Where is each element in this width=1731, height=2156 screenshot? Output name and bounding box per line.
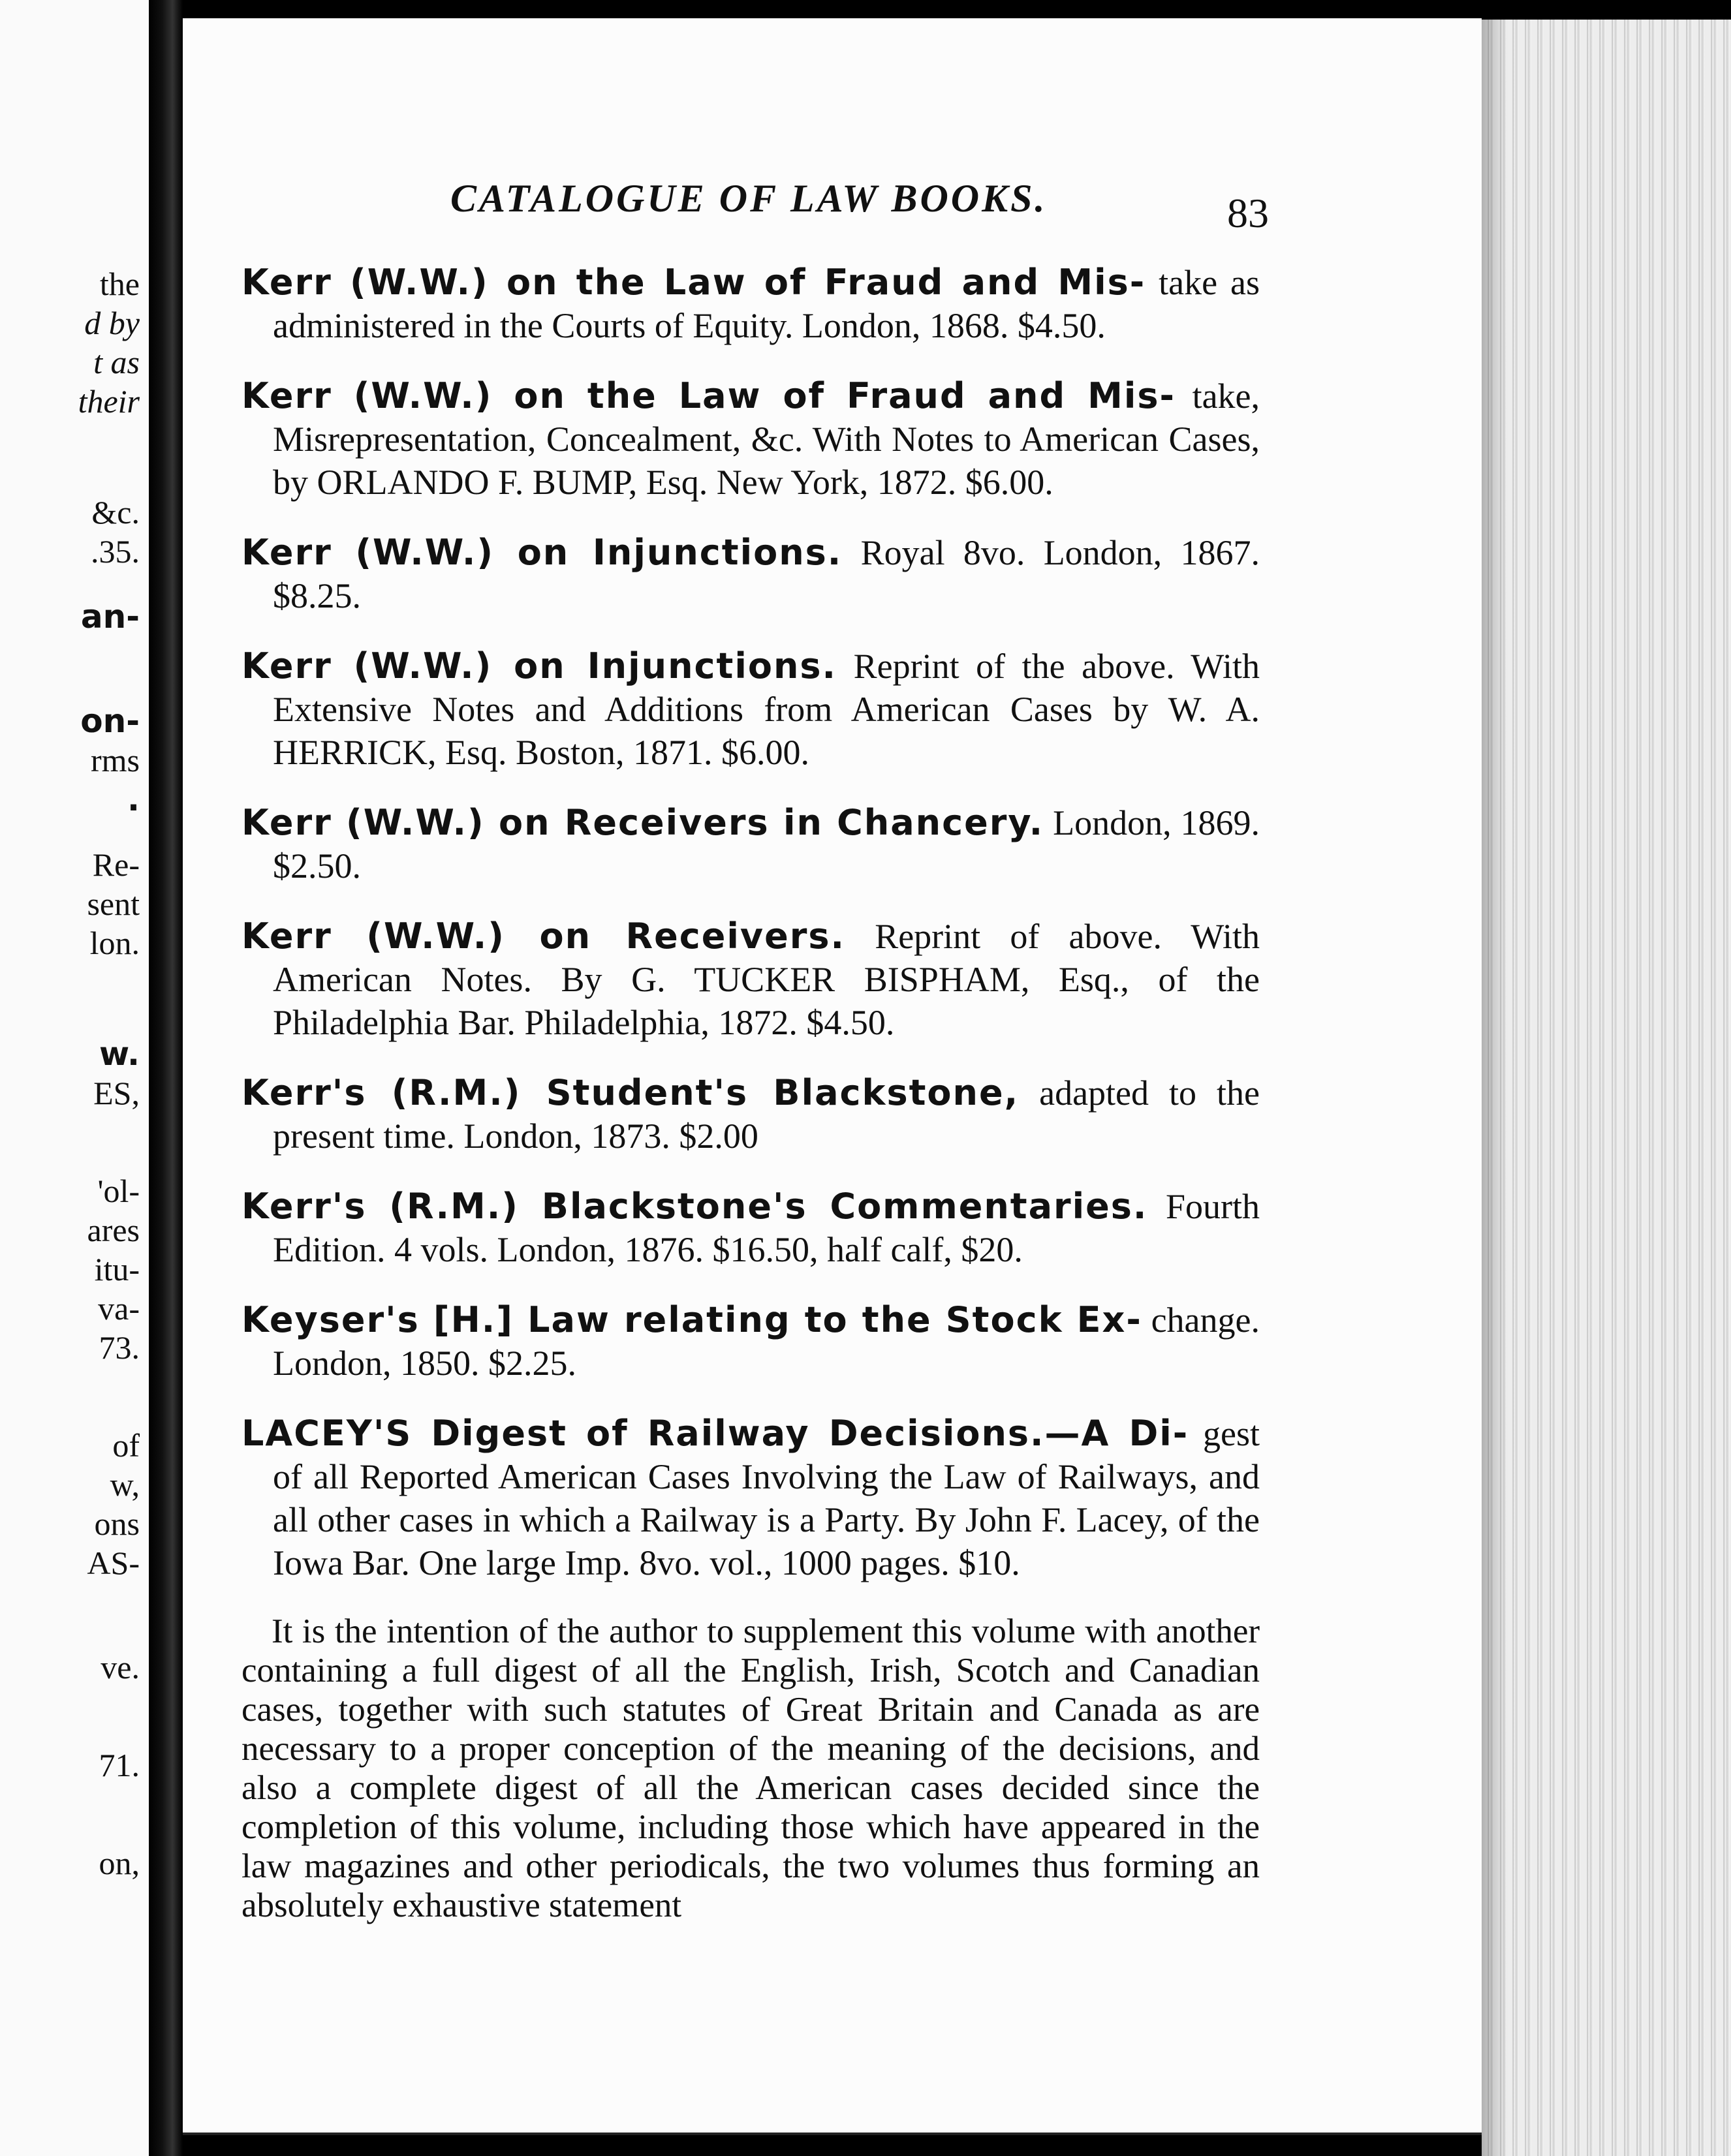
left-page-text-fragment: their bbox=[78, 383, 140, 420]
left-page-text-fragment: .35. bbox=[91, 533, 140, 570]
left-page-text-fragment: . bbox=[127, 780, 140, 818]
left-page-text-fragment: an- bbox=[80, 598, 140, 636]
left-page-text-fragment: ES, bbox=[93, 1075, 140, 1111]
catalogue-entry bbox=[242, 531, 1260, 617]
entry-title: Keyser's [H.] Law relating to the Stock Ex- bbox=[242, 1299, 1142, 1340]
left-page-text-fragment: itu- bbox=[94, 1251, 140, 1287]
left-page-text-fragment: ares bbox=[87, 1212, 140, 1248]
entry-title: Kerr's (R.M.) Student's Blackstone, bbox=[242, 1072, 1020, 1113]
author-note-paragraph: It is the intention of the author to supplement this volume with another containing a full digest of all the English, Irish, Scotch and Canadian cases, together with such statutes of Great Britain and Canada as are necessary to a proper conception of the meaning of the decisions, and also a complete digest of all the American cases decided since the completion of this volume, including those which have appeared in the law magazines and other periodicals, the two volumes thus forming an absolutely exhaustive statement bbox=[242, 1612, 1260, 1924]
catalogue-entry bbox=[242, 915, 1260, 1044]
catalogue-entry bbox=[242, 1412, 1260, 1584]
catalogue-entry bbox=[242, 1071, 1260, 1158]
catalogue-entry bbox=[242, 261, 1260, 347]
left-page-text-fragment: 'ol- bbox=[97, 1173, 140, 1209]
entry-title: Kerr (W.W.) on the Law of Fraud and Mis- bbox=[242, 262, 1146, 303]
left-page-text-fragment: 71. bbox=[99, 1747, 140, 1783]
left-page-text-fragment: rms bbox=[91, 742, 140, 778]
left-page-text-fragment: of bbox=[112, 1427, 140, 1464]
entry-title: Kerr (W.W.) on the Law of Fraud and Mis- bbox=[242, 375, 1176, 416]
catalogue-entry bbox=[242, 801, 1260, 887]
catalogue-entry bbox=[242, 1185, 1260, 1271]
left-page-text-fragment: lon. bbox=[89, 925, 140, 961]
left-page-text-fragment: AS- bbox=[87, 1545, 140, 1581]
entry-details: Reprint of above. With American Notes. By G. TUCKER BISPHAM, Esq., of the Philadelphia Bar. Philadelphia, 1872. $4.50. bbox=[273, 917, 1260, 1042]
catalogue-entry bbox=[242, 1299, 1260, 1385]
catalogue-entry bbox=[242, 645, 1260, 774]
entry-title: Kerr (W.W.) on Receivers in Chancery. bbox=[242, 802, 1044, 843]
entry-title: Kerr (W.W.) on Receivers. bbox=[242, 916, 845, 957]
entry-details: Fourth Edition. 4 vols. London, 1876. $16.50, half calf, $20. bbox=[273, 1187, 1260, 1269]
entry-details: gest of all Reported American Cases Involving the Law of Railways, and all other cases in which a Railway is a Party. By John F. Lacey, of the Iowa Bar. One large Imp. 8vo. vol., 1000 pages. $10. bbox=[273, 1414, 1260, 1582]
entry-details: take, Misrepresentation, Concealment, &c. With Notes to American Cases, by ORLANDO F. BUMP, Esq. New York, 1872. $6.00. bbox=[273, 377, 1260, 502]
entry-details: Royal 8vo. London, 1867. $8.25. bbox=[273, 533, 1260, 615]
entry-details: London, 1869. $2.50. bbox=[273, 803, 1260, 886]
entry-details: Reprint of the above. With Extensive Notes and Additions from American Cases by W. A. HERRICK, Esq. Boston, 1871. $6.00. bbox=[273, 647, 1260, 772]
page-edges bbox=[1482, 20, 1731, 2156]
book-gutter bbox=[149, 0, 183, 2156]
entry-title: Kerr (W.W.) on Injunctions. bbox=[242, 532, 843, 573]
left-page-text-fragment: w, bbox=[110, 1466, 140, 1503]
catalogue-entries bbox=[242, 261, 1260, 1925]
left-page-text-fragment: ve. bbox=[101, 1649, 140, 1686]
left-page-text-fragment: sent bbox=[87, 886, 140, 922]
entry-title: Kerr (W.W.) on Injunctions. bbox=[242, 645, 837, 686]
left-page-text-fragment: ons bbox=[94, 1505, 140, 1542]
entry-details: change. London, 1850. $2.25. bbox=[273, 1301, 1260, 1383]
left-page-text-fragment: the bbox=[99, 266, 140, 302]
left-page-text-fragment: Re- bbox=[92, 846, 140, 883]
entry-title: LACEY'S Digest of Railway Decisions.—A Di- bbox=[242, 1413, 1189, 1454]
entry-details: adapted to the present time. London, 1873. $2.00 bbox=[273, 1073, 1260, 1156]
running-head: CATALOGUE OF LAW BOOKS. bbox=[450, 177, 1048, 220]
left-page-text-fragment: 73. bbox=[99, 1329, 140, 1366]
entry-title: Kerr's (R.M.) Blackstone's Commentaries. bbox=[242, 1186, 1148, 1227]
left-page-text-fragment: &c. bbox=[91, 494, 140, 531]
page-number: 83 bbox=[1227, 190, 1269, 236]
left-page-text-fragment: on, bbox=[99, 1845, 140, 1881]
left-page-text-fragment: va- bbox=[98, 1290, 140, 1327]
left-page-text-fragment: t as bbox=[93, 344, 140, 380]
catalogue-entry bbox=[242, 375, 1260, 504]
entry-details: take as administered in the Courts of Equity. London, 1868. $4.50. bbox=[273, 263, 1260, 345]
left-page-text-fragment: d by bbox=[84, 305, 140, 341]
left-page-fragment bbox=[0, 0, 149, 2156]
left-page-text-fragment: on- bbox=[80, 702, 140, 740]
left-page-text-fragment: w. bbox=[99, 1035, 140, 1073]
